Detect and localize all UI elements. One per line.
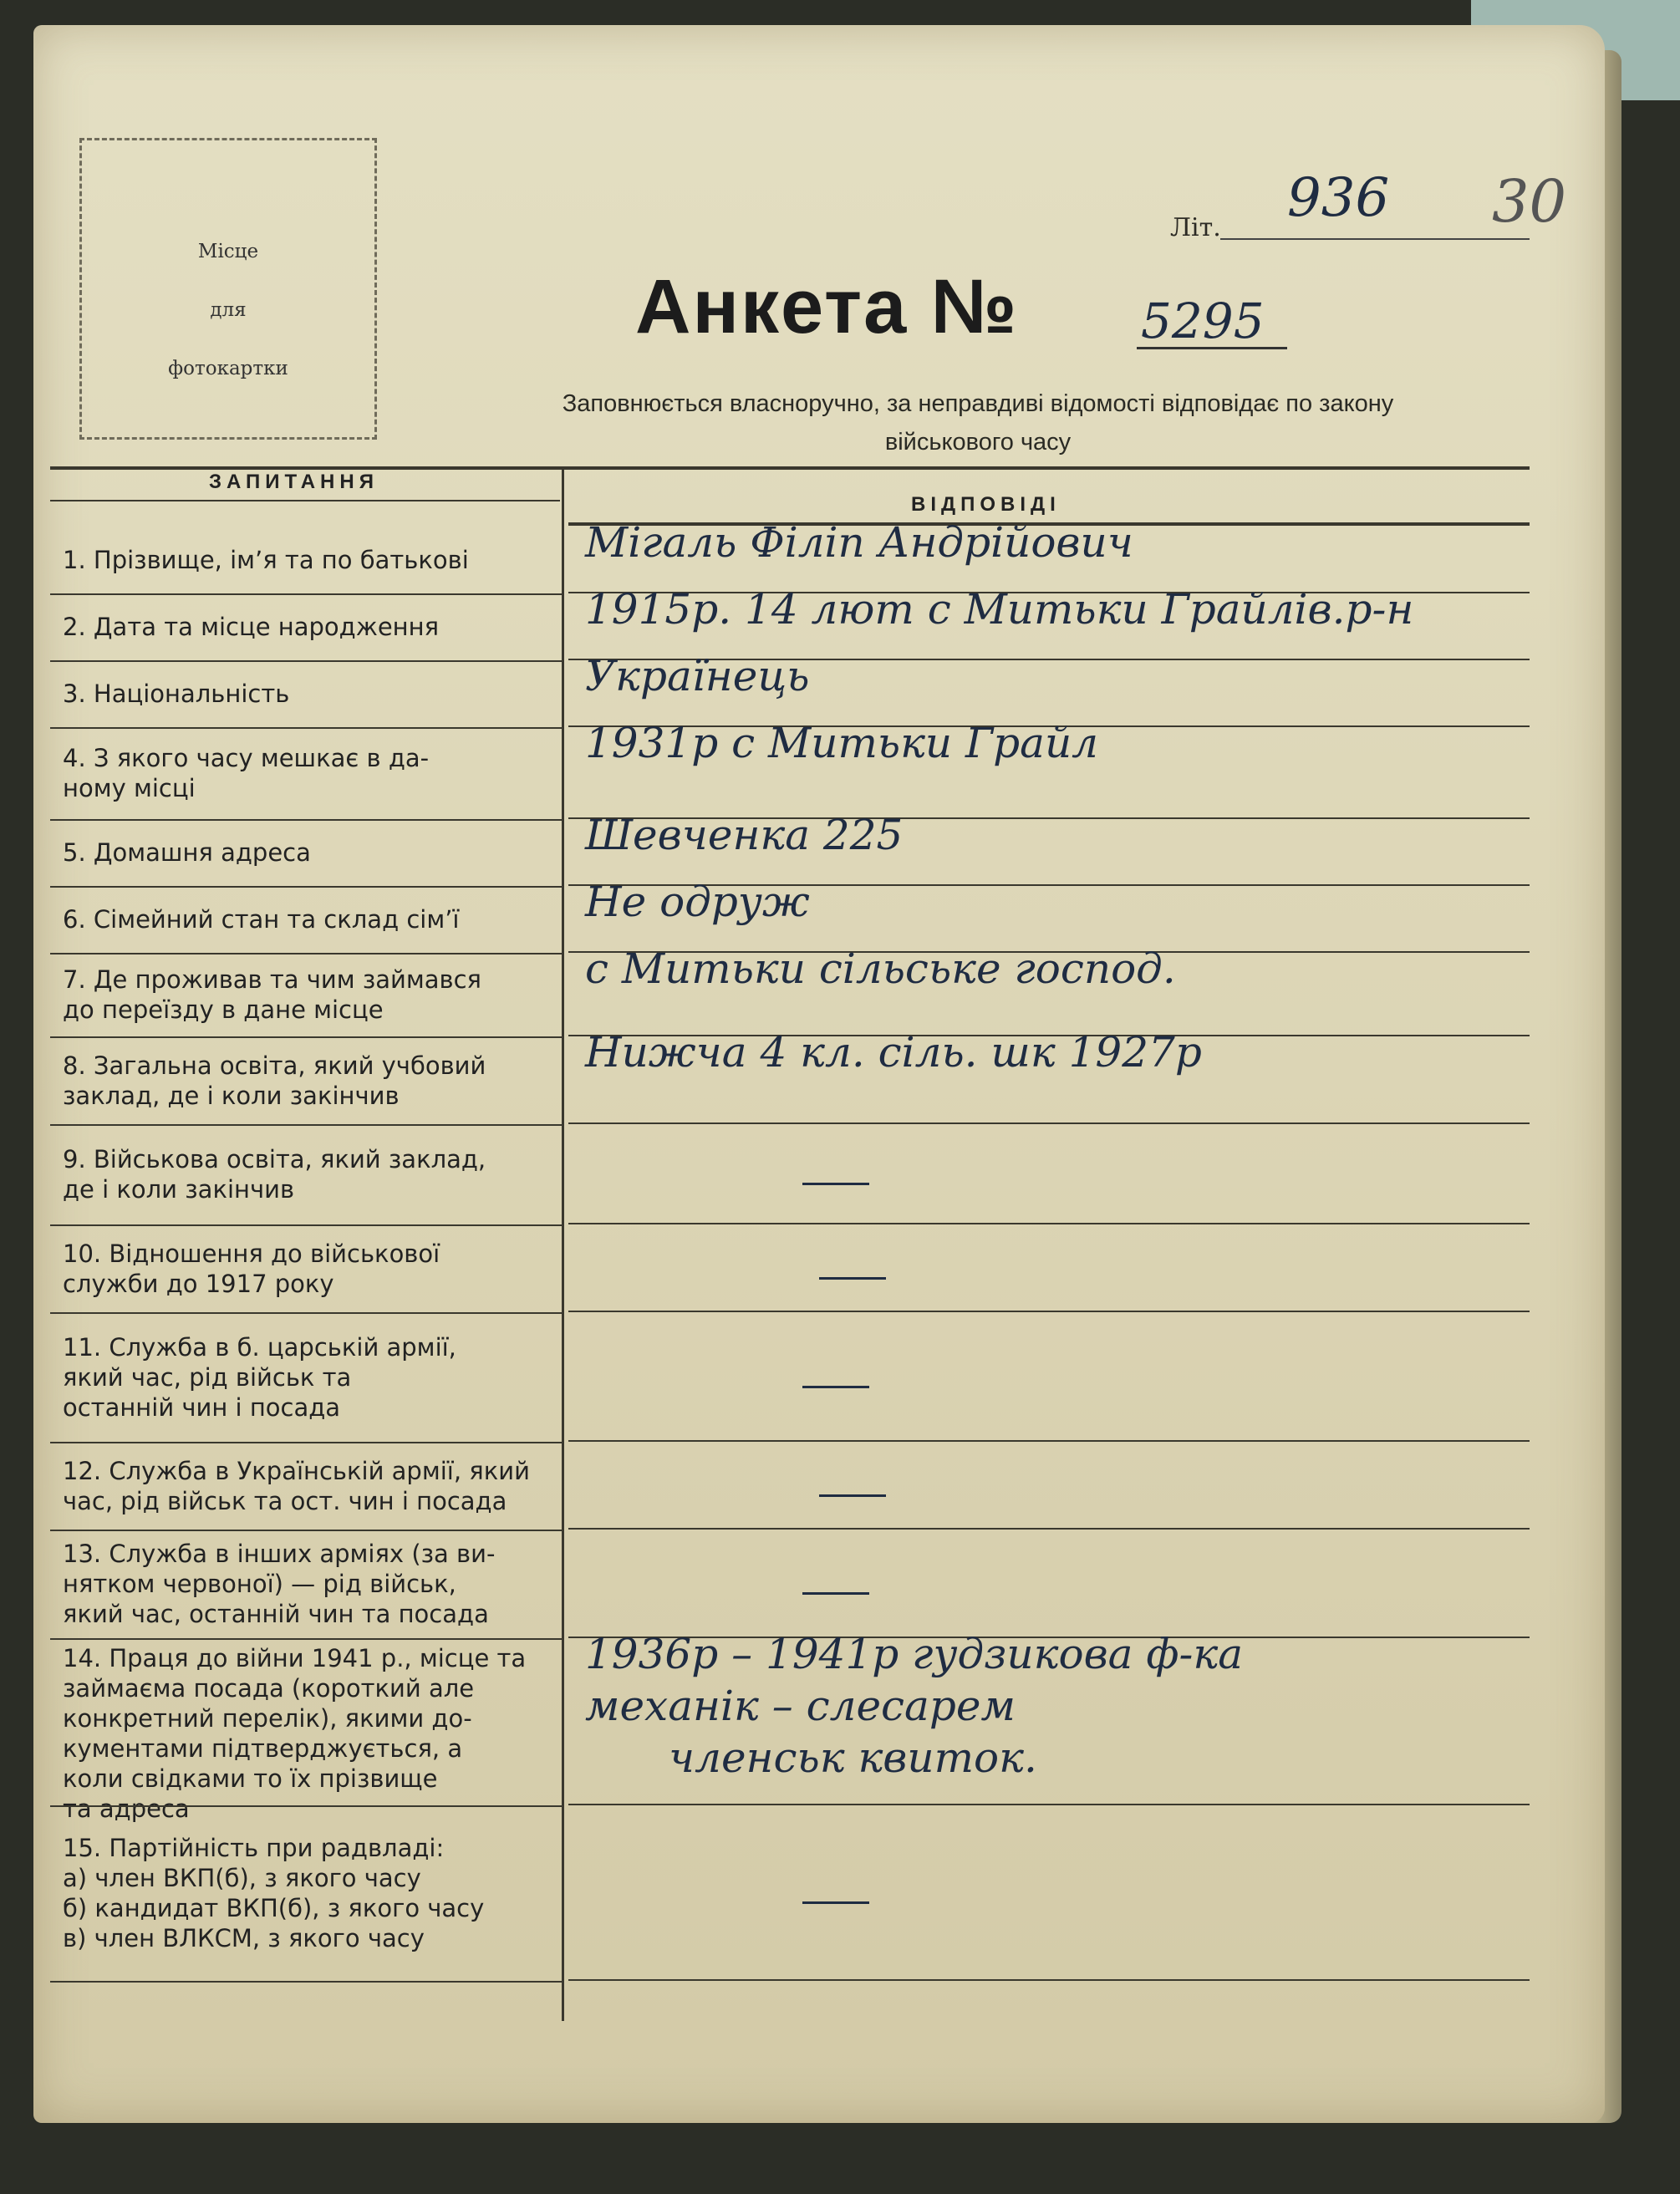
- answer-14: 1936р – 1941р гудзикова ф-ка: [585, 1630, 1244, 1678]
- question-3-line: 3. Національність: [63, 680, 290, 708]
- question-5: [63, 837, 556, 868]
- question-12-line: час, рід військ та ост. чин і посада: [63, 1486, 507, 1515]
- question-13-line: який час, останній чин та посада: [63, 1600, 489, 1628]
- answer-rule: [568, 1979, 1530, 1981]
- table-top-rule: [50, 466, 1530, 470]
- question-11-line: 11. Служба в б. царській армії,: [63, 1332, 456, 1362]
- answer-dash: [802, 1386, 869, 1388]
- question-7-line: 7. Де проживав та чим займався: [63, 965, 481, 994]
- question-14: [63, 1643, 556, 1824]
- question-12: [63, 1456, 556, 1516]
- question-2-line: 2. Дата та місце народження: [63, 613, 440, 641]
- question-7-line: до переїзду в дане місце: [63, 995, 384, 1024]
- answer-1: Мігаль Філіп Андрійович: [585, 518, 1133, 567]
- question-10-line: 10. Відношення до військової: [63, 1239, 440, 1268]
- question-14-line: кументами підтверджується, а: [63, 1734, 463, 1763]
- question-15-line: а) член ВКП(б), з якого часу: [63, 1864, 421, 1892]
- row-rule-left: [50, 1530, 562, 1531]
- question-9-line: де і коли закінчив: [63, 1175, 295, 1204]
- question-15-line: в) член ВЛКСМ, з якого часу: [63, 1924, 425, 1952]
- question-4-line: ному місці: [63, 774, 196, 802]
- lit-underline: [1220, 238, 1530, 240]
- question-15: [63, 1833, 556, 1953]
- row-rule-left: [50, 819, 562, 821]
- question-6: [63, 904, 556, 934]
- answer-rule: [568, 1528, 1530, 1530]
- photo-placeholder-box: [79, 138, 377, 440]
- answer-7: с Митьки сільське господ.: [585, 944, 1176, 993]
- row-rule-left: [50, 1312, 562, 1314]
- row-rule-left: [50, 660, 562, 662]
- row-rule-left: [50, 727, 562, 729]
- answer-dash: [802, 1183, 869, 1185]
- question-4-line: 4. З якого часу мешкає в да-: [63, 744, 430, 772]
- row-rule-left: [50, 1124, 562, 1126]
- question-9: [63, 1144, 556, 1204]
- answer-14: механік – слесарем: [585, 1682, 1016, 1730]
- lit-value: 936: [1287, 167, 1390, 229]
- question-15-line: 15. Партійність при радвладі:: [63, 1834, 445, 1862]
- form-subtitle: [435, 384, 1521, 461]
- form-number: 5295: [1141, 293, 1265, 349]
- question-1-line: 1. Прізвище, ім’я та по батькові: [63, 546, 469, 574]
- question-8: [63, 1051, 556, 1111]
- photo-label-line3: фотокартки: [168, 358, 288, 379]
- row-rule-left: [50, 1638, 562, 1640]
- question-11: [63, 1332, 556, 1423]
- row-rule-left: [50, 953, 562, 954]
- question-2: [63, 612, 556, 642]
- question-1: [63, 545, 556, 575]
- answer-dash: [819, 1277, 886, 1280]
- answer-rule: [568, 1122, 1530, 1124]
- subtitle-line1: Заповнюється власноручно, за неправдиві відомості відповідає по закону: [562, 390, 1394, 417]
- subtitle-line2: військового часу: [884, 429, 1072, 456]
- form-title: Анкета №: [635, 264, 1019, 349]
- lit-label: Літ.: [1170, 213, 1221, 242]
- column-divider: [562, 466, 564, 2021]
- row-rule-left: [50, 1981, 562, 1983]
- question-13-line: нятком червоної) — рід військ,: [63, 1570, 456, 1598]
- question-14-line: 14. Праця до війни 1941 р., місце та: [63, 1644, 527, 1672]
- lit-extra-number: 30: [1492, 167, 1567, 236]
- answer-8: Нижча 4 кл. сіль. шк 1927р: [585, 1028, 1202, 1077]
- question-10: [63, 1239, 556, 1299]
- answer-rule: [568, 1223, 1530, 1224]
- answer-4: 1931р с Митьки Грайл: [585, 719, 1098, 767]
- question-12-line: 12. Служба в Українській армії, який: [63, 1456, 530, 1485]
- row-rule-left: [50, 1805, 562, 1807]
- answer-3: Українець: [585, 652, 810, 700]
- question-11-line: який час, рід військ та: [63, 1362, 352, 1392]
- row-rule-left: [50, 593, 562, 595]
- question-15-line: б) кандидат ВКП(б), з якого часу: [63, 1894, 485, 1922]
- question-7: [63, 965, 556, 1025]
- row-rule-left: [50, 886, 562, 888]
- answer-dash: [819, 1494, 886, 1497]
- question-3: [63, 679, 556, 709]
- question-13: [63, 1539, 556, 1629]
- row-rule-left: [50, 1442, 562, 1443]
- answer-5: Шевченка 225: [585, 811, 904, 859]
- column-header-answers: ВІДПОВІДІ: [911, 493, 1061, 516]
- photo-label-line1: Місце: [197, 241, 259, 262]
- answer-rule: [568, 1804, 1530, 1805]
- row-rule-left: [50, 1036, 562, 1038]
- row-rule-left: [50, 1224, 562, 1226]
- answer-rule: [568, 1311, 1530, 1312]
- question-11-line: останній чин і посада: [63, 1392, 341, 1422]
- answer-dash: [802, 1592, 869, 1595]
- question-14-line: коли свідками то їх прізвище: [63, 1764, 438, 1793]
- form-number-underline: [1137, 347, 1287, 349]
- questionnaire-page: [33, 25, 1605, 2123]
- answer-14: членськ квиток.: [669, 1733, 1037, 1782]
- question-13-line: 13. Служба в інших арміях (за ви-: [63, 1540, 496, 1568]
- answer-6: Не одруж: [585, 878, 810, 926]
- question-14-line: та адреса: [63, 1794, 190, 1823]
- answer-dash: [802, 1901, 869, 1904]
- question-8-line: заклад, де і коли закінчив: [63, 1081, 400, 1110]
- question-14-line: конкретний перелік), якими до-: [63, 1704, 472, 1733]
- photo-label-line2: для: [210, 299, 247, 321]
- question-4: [63, 743, 556, 803]
- answer-rule: [568, 1440, 1530, 1442]
- answer-2: 1915р. 14 лют с Митьки Грайлів.р-н: [585, 585, 1414, 634]
- question-10-line: служби до 1917 року: [63, 1269, 334, 1298]
- column-header-questions: ЗАПИТАННЯ: [209, 471, 379, 493]
- question-9-line: 9. Військова освіта, який заклад,: [63, 1145, 486, 1173]
- header-rule-left: [50, 500, 560, 501]
- question-8-line: 8. Загальна освіта, який учбовий: [63, 1051, 486, 1080]
- question-6-line: 6. Сімейний стан та склад сім’ї: [63, 905, 460, 934]
- question-14-line: займаєма посада (короткий але: [63, 1674, 475, 1703]
- question-5-line: 5. Домашня адреса: [63, 838, 311, 867]
